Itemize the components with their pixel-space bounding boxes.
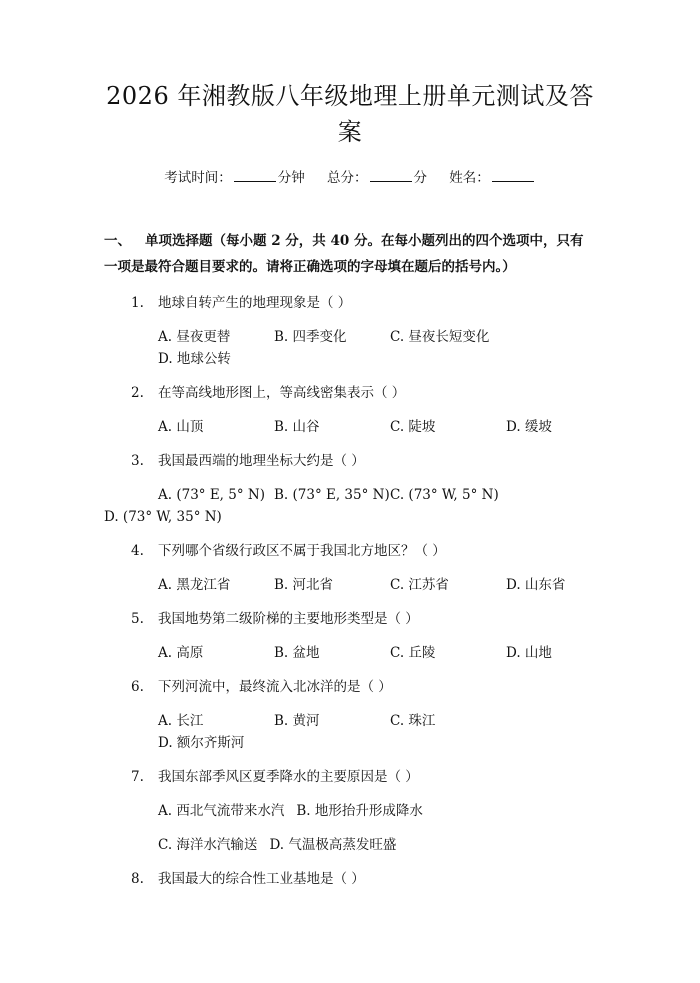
question-number: 5.: [131, 611, 144, 627]
option-b: B. 黄河: [274, 713, 320, 729]
option-b: B. 四季变化: [274, 329, 347, 345]
question-text: 下列河流中，最终流入北冰洋的是（ ）: [158, 679, 392, 695]
question-number: 7.: [131, 769, 144, 785]
option-d: D. 山地: [506, 645, 552, 661]
option-c: C. 海洋水汽输送: [158, 837, 258, 853]
option-b: B. 盆地: [274, 645, 320, 661]
question-text: 在等高线地形图上，等高线密集表示（ ）: [158, 385, 406, 401]
option-d: D. 地球公转: [158, 351, 231, 367]
option-a: A. 昼夜更替: [158, 329, 231, 345]
question-options: [104, 484, 596, 528]
option-c: C. 珠江: [390, 713, 436, 729]
section-instructions: 单项选择题（每小题 2 分，共 40 分。在每小题列出的四个选项中，只有一项是最符合题目要求的。请将正确选项的字母填在题后的括号内。）: [104, 233, 584, 275]
option-a: A. (73° E, 5° N): [158, 487, 265, 503]
question-options: [104, 800, 596, 856]
document-title: 2026 年湘教版八年级地理上册单元测试及答案: [106, 82, 594, 146]
option-c: C. 昼夜长短变化: [390, 329, 490, 345]
question-1: [104, 292, 596, 370]
question-stem: [104, 868, 596, 890]
option-d: D. (73° W, 35° N): [104, 509, 222, 525]
option-d: D. 缓坡: [506, 419, 552, 435]
question-4: [104, 540, 596, 596]
option-d: D. 山东省: [506, 577, 566, 593]
question-stem: [104, 540, 596, 562]
total-score-label: 总分：: [327, 170, 368, 186]
question-options: [104, 326, 596, 370]
question-2: [104, 382, 596, 438]
option-b: B. (73° E, 35° N): [274, 487, 390, 503]
exam-time-unit: 分钟: [277, 170, 305, 186]
question-7: [104, 766, 596, 856]
exam-time-blank[interactable]: [234, 169, 276, 182]
option-row: [158, 800, 596, 822]
option-b: B. 地形抬升形成降水: [296, 803, 423, 819]
option-c: C. 陡坡: [390, 419, 436, 435]
question-number: 3.: [131, 453, 144, 469]
option-a: A. 黑龙江省: [158, 577, 231, 593]
question-stem: [104, 676, 596, 698]
question-6: [104, 676, 596, 754]
question-options: [104, 710, 596, 754]
section-heading: [104, 228, 596, 280]
question-text: 地球自转产生的地理现象是（ ）: [158, 295, 352, 311]
question-stem: [104, 608, 596, 630]
question-stem: [104, 382, 596, 404]
question-text: 下列哪个省级行政区不属于我国北方地区？（ ）: [158, 543, 446, 559]
question-8: [104, 868, 596, 890]
question-number: 4.: [131, 543, 144, 559]
question-options: [104, 642, 596, 664]
question-text: 我国最西端的地理坐标大约是（ ）: [158, 453, 365, 469]
question-3: [104, 450, 596, 528]
option-a: A. 山顶: [158, 419, 204, 435]
option-a: A. 高原: [158, 645, 204, 661]
student-name-blank[interactable]: [492, 169, 534, 182]
document-page: [0, 78, 700, 983]
question-5: [104, 608, 596, 664]
question-text: 我国东部季风区夏季降水的主要原因是（ ）: [158, 769, 419, 785]
total-score-blank[interactable]: [370, 169, 412, 182]
question-number: 6.: [131, 679, 144, 695]
question-options: [104, 574, 596, 596]
total-score: [327, 168, 427, 188]
option-b: B. 山谷: [274, 419, 320, 435]
question-number: 1.: [131, 295, 144, 311]
student-name: [449, 168, 536, 188]
option-row: [158, 834, 596, 856]
option-c: C. (73° W, 5° N): [390, 487, 499, 503]
section-number: 一、: [104, 233, 131, 249]
question-stem: [104, 766, 596, 788]
question-number: 8.: [131, 871, 144, 887]
question-text: 我国最大的综合性工业基地是（ ）: [158, 871, 365, 887]
option-d: D. 气温极高蒸发旺盛: [269, 837, 397, 853]
question-stem: [104, 292, 596, 314]
question-text: 我国地势第二级阶梯的主要地形类型是（ ）: [158, 611, 419, 627]
option-a: A. 西北气流带来水汽: [158, 803, 285, 819]
exam-meta: [104, 168, 596, 188]
option-c: C. 丘陵: [390, 645, 436, 661]
question-options: [104, 416, 596, 438]
option-c: C. 江苏省: [390, 577, 449, 593]
option-d: D. 额尔齐斯河: [158, 735, 245, 751]
total-score-unit: 分: [413, 170, 427, 186]
option-b: B. 河北省: [274, 577, 334, 593]
question-stem: [104, 450, 596, 472]
exam-time: [164, 168, 305, 188]
exam-time-label: 考试时间：: [164, 170, 232, 186]
question-number: 2.: [131, 385, 144, 401]
student-name-label: 姓名：: [449, 170, 490, 186]
option-a: A. 长江: [158, 713, 204, 729]
